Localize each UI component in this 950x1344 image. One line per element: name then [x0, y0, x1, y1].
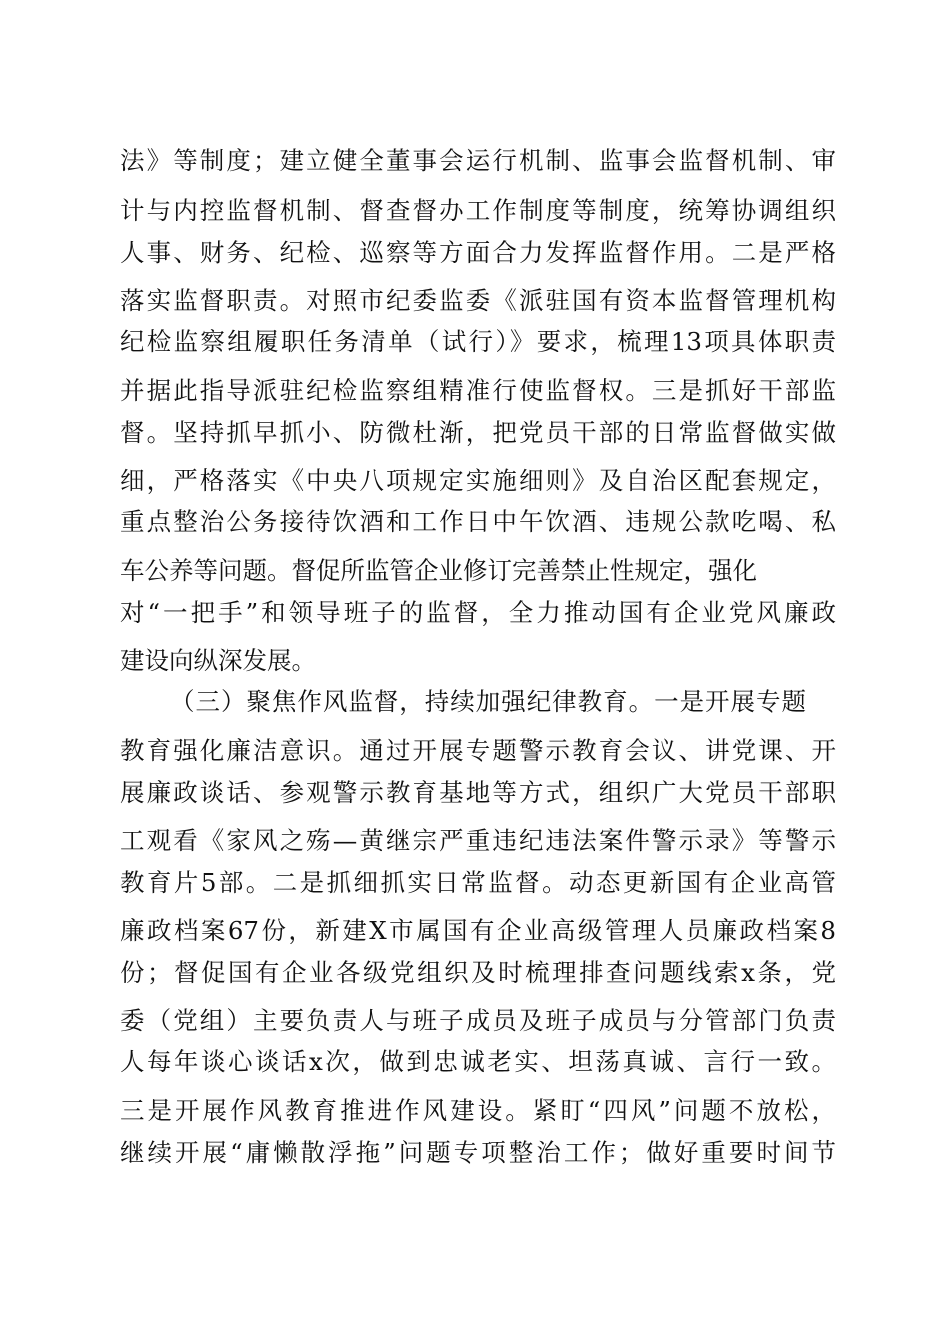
- text-line: 人每年谈心谈话x次，做到忠诚老实、坦荡真诚、言行一致。: [120, 1047, 836, 1076]
- text-line: 督。坚持抓早抓小、防微杜渐，把党员干部的日常监督做实做: [120, 418, 836, 447]
- text-line: 工观看《家风之殇—黄继宗严重违纪违法案件警示录》等警示: [120, 826, 836, 855]
- text-line: 重点整治公务接待饮酒和工作日中午饮酒、违规公款吃喝、私: [120, 507, 836, 536]
- text-line: 细，严格落实《中央八项规定实施细则》及自治区配套规定，: [120, 466, 836, 495]
- text-line: 人事、财务、纪检、巡察等方面合力发挥监督作用。二是严格: [120, 238, 836, 267]
- text-line: 并据此指导派驻纪检监察组精准行使监督权。三是抓好干部监: [120, 376, 836, 405]
- section-heading-line: （三）聚焦作风监督，持续加强纪律教育。一是开展专题: [170, 687, 806, 716]
- text-line: 对“一把手”和领导班子的监督，全力推动国有企业党风廉政: [120, 598, 836, 627]
- text-line: 展廉政谈话、参观警示教育基地等方式，组织广大党员干部职: [120, 778, 836, 807]
- text-line: 委（党组）主要负责人与班子成员及班子成员与分管部门负责: [120, 1006, 836, 1035]
- text-line: 继续开展“庸懒散浮拖”问题专项整治工作；做好重要时间节: [120, 1138, 836, 1167]
- text-line: 份；督促国有企业各级党组织及时梳理排查问题线索x条，党: [120, 958, 836, 987]
- text-line: 落实监督职责。对照市纪委监委《派驻国有资本监督管理机构: [120, 286, 836, 315]
- text-line: 车公养等问题。督促所监管企业修订完善禁止性规定，强化: [120, 556, 757, 585]
- text-line: 建设向纵深发展。: [120, 646, 316, 675]
- text-line: 三是开展作风教育推进作风建设。紧盯“四风”问题不放松，: [120, 1096, 836, 1125]
- text-line: 计与内控监督机制、督查督办工作制度等制度，统筹协调组织: [120, 196, 836, 225]
- text-line: 廉政档案67份，新建X市属国有企业高级管理人员廉政档案8: [120, 916, 836, 945]
- text-line: 法》等制度；建立健全董事会运行机制、监事会监督机制、审: [120, 146, 836, 175]
- text-line: 教育片5部。二是抓细抓实日常监督。动态更新国有企业高管: [120, 868, 836, 897]
- text-line: 纪检监察组履职任务清单（试行）》要求，梳理13项具体职责: [120, 327, 836, 356]
- text-line: 教育强化廉洁意识。通过开展专题警示教育会议、讲党课、开: [120, 736, 836, 765]
